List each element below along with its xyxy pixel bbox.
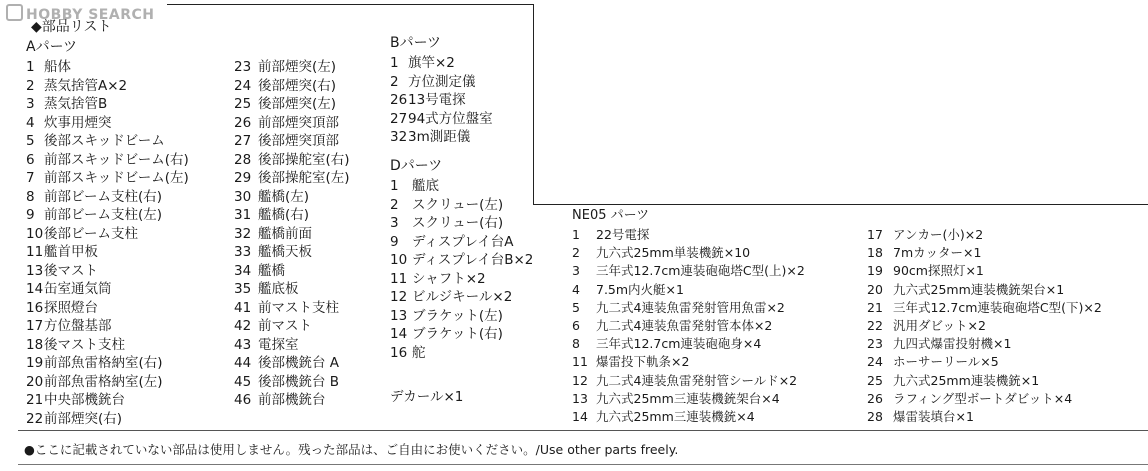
group-d bbox=[390, 155, 533, 362]
group-ne-list-1 bbox=[572, 226, 805, 426]
part-name: 九六式25mm三連装機銃架台×4 bbox=[596, 390, 780, 406]
part-name: 前部煙突(左) bbox=[258, 59, 337, 75]
part-name: 舵 bbox=[412, 344, 426, 361]
part-list-item bbox=[390, 177, 533, 196]
part-number: 17 bbox=[26, 318, 44, 334]
part-number: 14 bbox=[26, 281, 44, 297]
part-number: 24 bbox=[867, 354, 883, 370]
part-list-item bbox=[867, 299, 1102, 317]
part-number: 9 bbox=[390, 233, 399, 250]
group-ne-list-2 bbox=[867, 226, 1102, 426]
decal-item: デカール×1 bbox=[390, 389, 464, 405]
part-name: 前部スキッドビーム(右) bbox=[44, 151, 189, 168]
part-number: 1 bbox=[26, 59, 35, 75]
part-name: 後部煙突(左) bbox=[258, 96, 337, 112]
bottom-line bbox=[18, 464, 1148, 465]
part-number: 35 bbox=[234, 281, 252, 297]
part-list-item bbox=[234, 151, 350, 170]
part-name: 艦底板 bbox=[258, 281, 299, 297]
part-name: 爆雷投下軌条×2 bbox=[596, 354, 690, 370]
part-number: 13 bbox=[572, 390, 588, 406]
part-name: 前部煙突(右) bbox=[44, 410, 123, 427]
group-ne-col2 bbox=[867, 226, 1102, 426]
part-list-item bbox=[390, 325, 533, 344]
part-list-item bbox=[26, 132, 189, 151]
part-number: 25 bbox=[234, 96, 252, 112]
part-name: 電探室 bbox=[258, 336, 299, 353]
part-name: ビルジキール×2 bbox=[412, 289, 513, 305]
part-number: 13 bbox=[390, 307, 408, 324]
part-list-item bbox=[234, 373, 350, 392]
part-number: 1 bbox=[390, 55, 399, 71]
part-number: 22 bbox=[26, 410, 44, 427]
part-name: 前部機銃台 bbox=[258, 392, 326, 408]
part-name: ホーサーリール×5 bbox=[893, 354, 999, 370]
footer-note: ●ここに記載されていない部品は使用しません。残った部品は、ご自由にお使いください。/Use other parts freely. bbox=[24, 442, 679, 457]
part-number: 1 bbox=[572, 227, 580, 242]
part-list-item bbox=[390, 251, 533, 270]
part-number: 14 bbox=[572, 408, 588, 424]
part-name: 汎用ダビット×2 bbox=[893, 317, 986, 333]
part-list-item bbox=[867, 390, 1102, 408]
part-number: 26 bbox=[234, 114, 252, 131]
part-name: 九六式25mm連装機銃架台×1 bbox=[893, 281, 1065, 297]
part-name: ラフィング型ボートダビット×4 bbox=[893, 390, 1073, 406]
parts-list-title: ◆部品リスト bbox=[31, 19, 112, 35]
part-list-item bbox=[867, 317, 1102, 335]
part-list-item bbox=[572, 317, 805, 335]
part-name: ディスプレイ台B×2 bbox=[412, 252, 534, 268]
frame-line-top bbox=[167, 4, 534, 5]
part-list-item bbox=[234, 77, 350, 96]
part-number: 21 bbox=[26, 392, 44, 408]
part-name: 九六式25mm三連装機銃×4 bbox=[596, 408, 755, 424]
part-number: 1 bbox=[390, 178, 399, 194]
part-list-item bbox=[867, 244, 1102, 262]
part-list-item bbox=[26, 299, 189, 318]
part-list-item bbox=[26, 114, 189, 133]
part-list-item bbox=[390, 196, 533, 215]
part-list-item bbox=[390, 110, 493, 129]
part-list-item bbox=[234, 262, 350, 281]
group-b-list bbox=[390, 54, 493, 147]
part-list-item bbox=[234, 58, 350, 77]
part-number: 2 bbox=[572, 245, 580, 261]
part-list-item bbox=[26, 317, 189, 336]
frame-line-mid bbox=[533, 204, 1148, 205]
part-name: 蒸気捨管A×2 bbox=[44, 77, 128, 94]
part-name: 前部ビーム支柱(左) bbox=[44, 207, 162, 223]
part-name: 前マスト支柱 bbox=[258, 299, 339, 316]
part-list-item bbox=[572, 299, 805, 317]
part-number: 11 bbox=[26, 244, 44, 260]
part-name: 前部魚雷格納室(左) bbox=[44, 373, 163, 390]
part-number: 16 bbox=[390, 344, 408, 361]
part-name: 後マスト bbox=[44, 262, 98, 279]
part-number: 19 bbox=[867, 263, 883, 279]
part-name: ブラケット(左) bbox=[412, 307, 503, 324]
part-name: 7mカッター×1 bbox=[893, 245, 982, 261]
part-name: 方位盤基部 bbox=[44, 318, 112, 334]
part-number: 2 bbox=[390, 196, 399, 213]
part-list-item bbox=[390, 214, 533, 233]
part-list-item bbox=[867, 335, 1102, 353]
part-list-item bbox=[26, 391, 189, 410]
footer-divider bbox=[18, 430, 1148, 431]
part-name: 缶室通気筒 bbox=[44, 281, 112, 297]
part-number: 4 bbox=[26, 114, 35, 131]
part-name: 艦首甲板 bbox=[44, 244, 98, 260]
part-name: 方位測定儀 bbox=[408, 73, 476, 90]
part-list-item bbox=[234, 132, 350, 151]
part-number: 6 bbox=[26, 151, 35, 168]
part-number: 9 bbox=[26, 207, 35, 223]
part-name: 前部スキッドビーム(左) bbox=[44, 170, 189, 186]
part-number: 42 bbox=[234, 318, 252, 334]
part-list-item bbox=[26, 373, 189, 392]
part-list-item bbox=[234, 114, 350, 133]
part-list-item bbox=[26, 410, 189, 429]
part-number: 21 bbox=[867, 299, 883, 315]
part-name: 後マスト支柱 bbox=[44, 336, 125, 353]
part-list-item bbox=[390, 307, 533, 326]
watermark-logo: HOBBY SEARCH bbox=[6, 4, 154, 23]
part-number: 45 bbox=[234, 373, 252, 390]
part-name: 13号電探 bbox=[408, 92, 466, 108]
part-name: 後部スキッドビーム bbox=[44, 133, 165, 149]
part-number: 19 bbox=[26, 355, 44, 371]
part-list-item bbox=[867, 281, 1102, 299]
part-number: 6 bbox=[572, 317, 580, 333]
part-number: 8 bbox=[572, 336, 580, 352]
part-list-item bbox=[867, 353, 1102, 371]
part-number: 16 bbox=[26, 299, 44, 316]
part-list-item bbox=[572, 335, 805, 353]
part-number: 27 bbox=[234, 133, 252, 149]
part-number: 24 bbox=[234, 77, 252, 94]
part-name: 九二式4連装魚雷発射管シールド×2 bbox=[596, 372, 798, 388]
part-name: 三年式12.7cm連装砲砲身×4 bbox=[596, 336, 762, 352]
part-list-item bbox=[26, 243, 189, 262]
part-name: ディスプレイ台A bbox=[412, 233, 514, 250]
part-number: 7 bbox=[26, 170, 35, 186]
part-number: 8 bbox=[26, 188, 35, 205]
group-a-header: Aパーツ bbox=[26, 39, 78, 55]
part-number: 23 bbox=[234, 59, 252, 75]
part-list-item bbox=[234, 280, 350, 299]
part-name: 中央部機銃台 bbox=[44, 392, 125, 408]
part-number: 3 bbox=[390, 215, 399, 231]
part-list-item bbox=[572, 262, 805, 280]
part-number: 46 bbox=[234, 392, 252, 408]
part-number: 20 bbox=[867, 281, 883, 297]
part-list-item bbox=[572, 226, 805, 244]
part-list-item bbox=[572, 281, 805, 299]
part-name: 後部機銃台 B bbox=[258, 373, 340, 390]
part-name: ブラケット(右) bbox=[412, 326, 503, 342]
part-number: 2 bbox=[390, 73, 399, 90]
part-list-item bbox=[26, 206, 189, 225]
part-name: 艦橋(左) bbox=[258, 188, 310, 205]
part-name: 前部ビーム支柱(右) bbox=[44, 188, 162, 205]
part-number: 20 bbox=[26, 373, 44, 390]
part-list-item bbox=[26, 280, 189, 299]
part-name: 船体 bbox=[44, 59, 71, 75]
part-number: 18 bbox=[26, 336, 44, 353]
part-list-item bbox=[867, 372, 1102, 390]
group-b bbox=[390, 32, 493, 147]
part-list-item bbox=[572, 372, 805, 390]
part-name: 後部機銃台 A bbox=[258, 355, 340, 371]
part-list-item bbox=[572, 390, 805, 408]
part-number: 4 bbox=[572, 281, 580, 297]
group-ne-col1 bbox=[572, 206, 805, 426]
part-number: 43 bbox=[234, 336, 252, 353]
part-list-item bbox=[572, 353, 805, 371]
part-list-item bbox=[390, 344, 533, 363]
part-list-item bbox=[867, 262, 1102, 280]
part-list-item bbox=[26, 336, 189, 355]
part-list-item bbox=[26, 169, 189, 188]
part-number: 25 bbox=[867, 372, 883, 388]
part-list-item bbox=[390, 54, 493, 73]
part-list-item bbox=[572, 244, 805, 262]
part-name: 3m測距儀 bbox=[408, 129, 471, 145]
part-list-item bbox=[234, 225, 350, 244]
part-name: 艦橋(右) bbox=[258, 207, 310, 223]
part-list-item bbox=[26, 151, 189, 170]
part-name: アンカー(小)×2 bbox=[893, 227, 984, 242]
part-list-item bbox=[26, 77, 189, 96]
part-number: 29 bbox=[234, 170, 252, 186]
part-name: 前部煙突頂部 bbox=[258, 114, 339, 131]
part-list-item bbox=[26, 188, 189, 207]
part-name: 蒸気捨管B bbox=[44, 96, 108, 112]
part-name: 探照燈台 bbox=[44, 299, 98, 316]
part-list-item bbox=[234, 354, 350, 373]
part-number: 44 bbox=[234, 355, 252, 371]
part-number: 2 bbox=[26, 77, 35, 94]
part-number: 28 bbox=[234, 151, 252, 168]
part-number: 18 bbox=[867, 245, 883, 261]
part-list-item bbox=[234, 243, 350, 262]
part-number: 23 bbox=[867, 336, 883, 352]
part-number: 11 bbox=[390, 270, 408, 287]
group-a-list-2 bbox=[234, 58, 350, 410]
part-number: 32 bbox=[390, 129, 408, 145]
part-list-item bbox=[234, 317, 350, 336]
part-list-item bbox=[390, 270, 533, 289]
group-a-col1 bbox=[26, 36, 189, 428]
part-number: 11 bbox=[572, 354, 588, 370]
part-number: 26 bbox=[390, 92, 408, 108]
part-number: 31 bbox=[234, 207, 252, 223]
part-number: 10 bbox=[390, 252, 408, 268]
group-d-list bbox=[390, 177, 533, 362]
part-list-item bbox=[26, 225, 189, 244]
part-name: 艦橋天板 bbox=[258, 244, 312, 260]
part-list-item bbox=[26, 58, 189, 77]
part-list-item bbox=[390, 128, 493, 147]
part-list-item bbox=[26, 95, 189, 114]
part-name: 九六式25mm単装機銃×10 bbox=[596, 245, 751, 261]
part-name: 九二式4連装魚雷発射管本体×2 bbox=[596, 317, 773, 333]
part-number: 12 bbox=[572, 372, 588, 388]
part-list-item bbox=[390, 233, 533, 252]
part-list-item bbox=[867, 226, 1102, 244]
part-number: 28 bbox=[867, 408, 883, 424]
part-number: 26 bbox=[867, 390, 883, 406]
part-name: 7.5m内火艇×1 bbox=[596, 281, 684, 297]
part-name: 旗竿×2 bbox=[408, 55, 455, 71]
part-number: 14 bbox=[390, 326, 408, 342]
part-number: 10 bbox=[26, 225, 44, 242]
part-number: 33 bbox=[234, 244, 252, 260]
part-name: 前部魚雷格納室(右) bbox=[44, 355, 163, 371]
part-name: 爆雷装填台×1 bbox=[893, 408, 974, 424]
part-number: 32 bbox=[234, 225, 252, 242]
part-name: 後部ビーム支柱 bbox=[44, 225, 138, 242]
logo-icon bbox=[6, 4, 23, 21]
part-number: 34 bbox=[234, 262, 252, 279]
part-list-item bbox=[234, 336, 350, 355]
part-name: スクリュー(右) bbox=[412, 215, 504, 231]
part-list-item bbox=[234, 391, 350, 410]
part-name: 三年式12.7cm連装砲砲塔C型(上)×2 bbox=[596, 263, 805, 279]
part-name: 九四式爆雷投射機×1 bbox=[893, 336, 1012, 352]
part-name: 前マスト bbox=[258, 318, 312, 334]
part-number: 30 bbox=[234, 188, 252, 205]
part-list-item bbox=[867, 408, 1102, 426]
part-name: 後部煙突(右) bbox=[258, 77, 337, 94]
part-name: 後部操舵室(右) bbox=[258, 151, 350, 168]
part-name: シャフト×2 bbox=[412, 270, 486, 287]
part-number: 41 bbox=[234, 299, 252, 316]
part-name: 22号電探 bbox=[596, 227, 650, 242]
group-b-header: Bパーツ bbox=[390, 35, 442, 51]
part-list-item bbox=[390, 91, 493, 110]
part-name: 後部煙突頂部 bbox=[258, 133, 339, 149]
part-number: 5 bbox=[572, 299, 580, 315]
part-list-item bbox=[572, 408, 805, 426]
group-a-list-1 bbox=[26, 58, 189, 428]
part-number: 17 bbox=[867, 227, 883, 242]
part-list-item bbox=[234, 299, 350, 318]
group-ne-header: NE05 パーツ bbox=[572, 208, 650, 223]
part-list-item bbox=[26, 354, 189, 373]
part-name: 九六式25mm連装機銃×1 bbox=[893, 372, 1040, 388]
part-name: 三年式12.7cm連装砲砲塔C型(下)×2 bbox=[893, 299, 1102, 315]
part-name: 後部操舵室(左) bbox=[258, 170, 350, 186]
part-list-item bbox=[234, 95, 350, 114]
part-name: 九二式4連装魚雷発射管用魚雷×2 bbox=[596, 299, 785, 315]
part-name: 艦橋前面 bbox=[258, 225, 312, 242]
part-list-item bbox=[234, 206, 350, 225]
part-name: 94式方位盤室 bbox=[408, 110, 493, 127]
part-list-item bbox=[390, 288, 533, 307]
part-list-item bbox=[26, 262, 189, 281]
part-number: 12 bbox=[390, 289, 408, 305]
group-d-header: Dパーツ bbox=[390, 158, 443, 174]
part-number: 3 bbox=[572, 263, 580, 279]
part-number: 22 bbox=[867, 317, 883, 333]
part-number: 13 bbox=[26, 262, 44, 279]
part-list-item bbox=[234, 169, 350, 188]
part-name: 艦橋 bbox=[258, 262, 285, 279]
part-name: 艦底 bbox=[412, 178, 439, 194]
part-number: 3 bbox=[26, 96, 35, 112]
part-number: 27 bbox=[390, 110, 408, 127]
group-a-col2 bbox=[234, 58, 350, 410]
part-name: スクリュー(左) bbox=[412, 196, 504, 213]
part-list-item bbox=[390, 73, 493, 92]
part-list-item bbox=[234, 188, 350, 207]
part-name: 90cm探照灯×1 bbox=[893, 263, 984, 279]
part-name: 炊事用煙突 bbox=[44, 114, 112, 131]
part-number: 5 bbox=[26, 133, 35, 149]
